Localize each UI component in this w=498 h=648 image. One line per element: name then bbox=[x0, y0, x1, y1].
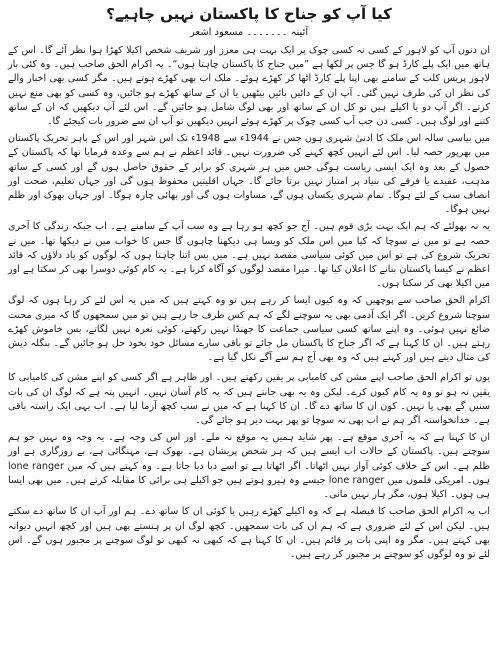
article-paragraph: ان کا کہنا ہے کہ یہ آخری موقع ہے۔ پھر شاید ہمیں یہ موقع نہ ملے۔ اور اس کی وجہ ہے۔ یہ وجہ وہ نہیں جو ہم سوچتے ہیں۔ پاکستان کے حالات اب ایسے ہیں کہ ہر شخص پریشان ہے۔ بھوک ہے، مہنگائی ہے، بے روزگاری ہے اور ظلم ہے۔ اس کے خلاف کوئی آواز نہیں اٹھاتا۔ اگر اٹھاتا ہے تو اسے دبا دیا جاتا ہے۔ وہ کہتے ہیں کہ میں lone ranger ہوں۔ امریکی فلموں میں lone ranger جیسے وہ ہیرو ہوتے ہیں جو اکیلے ہی برائی کا مقابلہ کرتے ہیں۔ میں بھی ایسا ہی ہوں۔ اکیلا ہوں، مگر ہار نہیں مانی۔ bbox=[8, 432, 490, 501]
article-paragraph: ان دنوں آپ کو لاہور کے کسی نہ کسی چوک پر ایک بہت ہی معزز اور شریف شخص اکیلا کھڑا ہوا نظر آئے گا۔ اس کے ہاتھ میں ایک پلے کارڈ ہو گا جس پر لکھا ہے ”میں جناح کا پاکستان چاہتا ہوں“۔ یہ اکرام الحق صاحب ہیں۔ وہ کئی بار لاہور پریس کلب کے سامنے بھی اپنا پلے کارڈ اٹھا کر کھڑے ہوئے۔ ملک اب بھی کھڑے ہوتے ہیں۔ مگر کسی بھی اخبار والے کی نظر ان کی طرف نہیں گئی۔ آپ ان کے دائیں بائیں بیٹھیں یا ان کے ساتھ کھڑے ہو جائیں، وہ کسی کو بھی منع نہیں کرتے۔ اگر آپ دو یا اکیلے ہیں تو کل ان کے ساتھ اور بھی لوگ شامل ہو جائیں گے۔ اس لئے آپ دیکھیں کہ ان کے ساتھ کتنے اور لوگ ہیں۔ کسی دن جب آپ کسی چوک پر کھڑے ہوئے انہیں دیکھیں تو آپ ان سے ضرور بات کیجئے گا۔ bbox=[8, 45, 490, 128]
article-paragraph: میں بیاسی سالہ اس ملک کا ادنیٰ شہری ہوں جس نے 1944ء سے 1948ء تک اس شہر اور اس کے باہر تحریک پاکستان میں بھرپور حصہ لیا۔ اس لئے انہیں کچھ کہنے کی ضرورت نہیں۔ قائد اعظم نے ہم سے وعدہ فرمایا تھا کہ پاکستان کے حصول کے بعد وہ ایک ایسی ریاست ہوگی جس میں ہر شہری کو برابر کے حقوق حاصل ہوں گے اور کسی کے ساتھ مذہب، عقیدے یا فرقے کی بنیاد پر امتیاز نہیں برتا جائے گا۔ جہاں اقلیتیں محفوظ ہوں گی اور جہاں تعلیم، صحت اور انصاف سب کے لئے ہوگا۔ تمام شہری یکساں ہوں گے، مساوات ہوں گی اور بھائی چارہ ہوگا۔ اور جہاں بھوک اور ظلم نہیں ہوگا۔ bbox=[8, 133, 490, 216]
article-paragraph: اکرام الحق صاحب سے پوچھیں کہ وہ کیوں ایسا کر رہے ہیں تو وہ کہتے ہیں کہ میں یہ اس لئے کر رہا ہوں کہ لوگ سوچنا شروع کریں۔ اگر ایک آدمی بھی یہ سوچنے لگے کہ ہم کس طرف جا رہے ہیں تو میں سمجھوں گا کہ میری محنت ضائع نہیں ہوئی۔ وہ اپنے ساتھ کسی سیاسی جماعت کا جھنڈا نہیں رکھتے، کوئی نعرہ نہیں لگاتے، بس خاموش کھڑے رہتے ہیں۔ ان کا کہنا ہے کہ اگر جناح کا پاکستان مل جائے تو باقی سارے مسائل خود بخود حل ہو جائیں گے۔ بنگلہ دیش کی مثال دیتے ہیں اور کہتے ہیں کہ وہ بھی آج ہم سے آگے نکل گیا ہے۔ bbox=[8, 295, 490, 364]
article-body bbox=[8, 44, 490, 562]
article-paragraph: یہ نہ بھولئے کہ ہم ایک بہت بڑی قوم ہیں۔ آج جو کچھ ہو رہا ہے وہ سب آپ کے سامنے ہے۔ اب جبکہ زندگی کا آخری حصہ ہے تو میں نے سوچا کہ کیا میں اس ملک کو ویسا ہی دیکھنا چاہوں گا جس کا خواب میں نے دیکھا تھا۔ میں نے تحریک شروع کی ہے تو اس میں کوئی سیاسی مقصد نہیں ہے۔ میں بس اتنا چاہتا ہوں کہ لوگوں کو یاد دلاؤں کہ قائد اعظم نے کیسا پاکستان بنانے کا اعلان کیا تھا۔ میرا مقصد لوگوں کو آگاہ کرنا ہے۔ یہ کام کوئی دوسرا بھی کر سکتا ہے اور میں اکیلا بھی کر سکتا ہوں۔ bbox=[8, 221, 490, 290]
article-title: کیا آپ کو جناح کا پاکستان نہیں چاہیے؟ bbox=[106, 5, 392, 23]
article-byline: آئینہ ۔۔۔۔۔۔۔ مسعود اشعر bbox=[189, 27, 309, 38]
article-paragraph: یوں تو اکرام الحق صاحب اپنے مشن کی کامیابی پر یقین رکھتے ہیں۔ اور ظاہر ہے اگر کسی کو اپنے مشن کی کامیابی کا یقین نہ ہو تو وہ یہ کام کیوں کرے۔ لیکن وہ یہ بھی جانتے ہیں کہ یہ کام آسان نہیں۔ انہیں پتہ ہے کہ لوگ ان کی بات سنیں گے بھی یا نہیں۔ کون ان کا ساتھ دے گا۔ ان کا کہنا ہے کہ میں نے سب کچھ آزما لیا ہے۔ اب یہی ایک راستہ باقی ہے۔ خدانخواستہ اگر ہم نے اب بھی نہ سوچا تو پھر بہت دیر ہو جائے گی۔ bbox=[8, 372, 490, 427]
article-paragraph: اب یہ اکرام الحق صاحب کا فیصلہ ہے کہ وہ اکیلے کھڑے رہیں یا کوئی ان کا ساتھ دے۔ ہم اور آپ ان کا ساتھ دے سکتے ہیں۔ لیکن اس کے لئے ضروری ہے کہ ہم ان کی بات سمجھیں۔ کچھ لوگ ان پر ہنستے بھی ہیں اور کچھ انہیں دیوانہ بھی کہتے ہیں۔ مگر وہ اپنی بات پر قائم ہیں۔ ان کا کہنا ہے کہ کبھی نہ کبھی تو لوگ سوچنے پر مجبور ہوں گے۔ اس لئے تو وہ لوگوں کو سوچنے پر مجبور کر رہے ہیں۔ bbox=[8, 506, 490, 560]
